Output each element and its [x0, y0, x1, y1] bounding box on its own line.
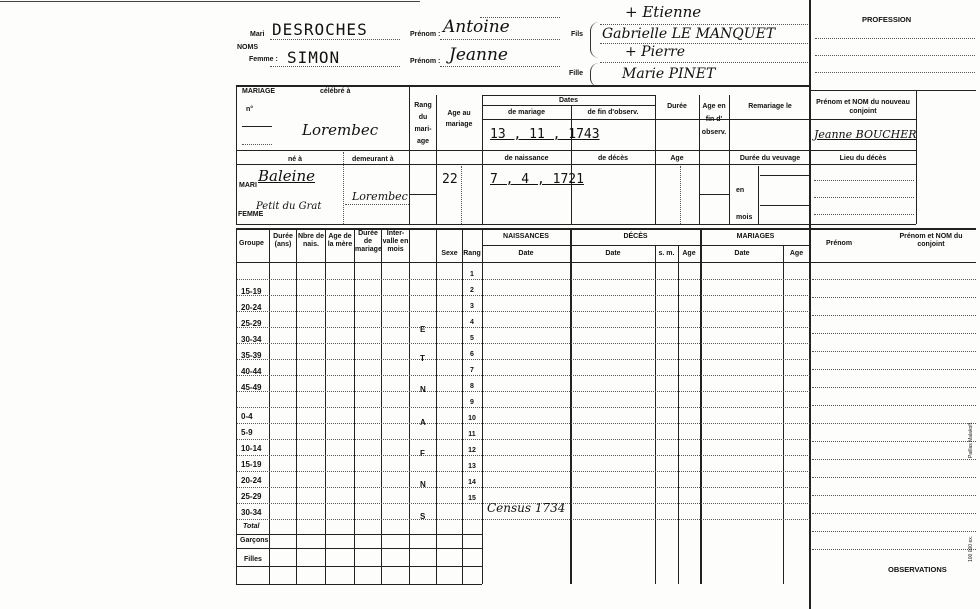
- groupe-b-6: 25-29: [241, 492, 262, 501]
- mariage-age-label: Age: [789, 250, 804, 257]
- rang-5: 5: [470, 335, 474, 342]
- date-mariage-value: 13 , 11 , 1743: [490, 127, 600, 142]
- duree-veuvage-label: Durée du veuvage: [739, 155, 801, 162]
- femme-nom: SIMON: [287, 48, 341, 67]
- vertical-letter-6: N: [420, 480, 426, 489]
- naissances-label: NAISSANCES: [503, 233, 549, 240]
- filles-label: Filles: [244, 556, 262, 563]
- publisher-text: Paillas Malakoff.: [968, 421, 974, 458]
- fils-name-3: + Pierre: [625, 44, 686, 60]
- nouveau-conjoint-value: Jeanne BOUCHER: [814, 128, 917, 141]
- fils-label: Fils: [571, 31, 584, 38]
- demeurant-label: demeurant à: [352, 156, 394, 163]
- nbre-nais-label: Nbre de nais.: [297, 233, 325, 248]
- fille-label: Fille: [569, 70, 584, 77]
- vertical-letter-1: E: [420, 325, 426, 334]
- rang-2: 2: [470, 287, 474, 294]
- vertical-letter-3: N: [420, 385, 426, 394]
- groupe-b-7: 30-34: [241, 508, 262, 517]
- en-label: en: [736, 187, 745, 194]
- sexe-label: Sexe: [441, 250, 458, 257]
- age-fin-observ-label: Age en fin d' observ.: [701, 103, 727, 136]
- no-label: n°: [246, 106, 254, 113]
- dates-label: Dates: [558, 97, 579, 104]
- groupe-label: Groupe: [239, 240, 264, 247]
- deces-date-label: Date: [605, 250, 621, 257]
- vertical-letter-7: S: [420, 512, 426, 521]
- mari-nom: DESROCHES: [272, 20, 368, 39]
- groupe-a-5: 35-39: [241, 351, 262, 360]
- groupe-a-6: 40-44: [241, 367, 262, 376]
- mariages-label: MARIAGES: [736, 233, 775, 240]
- mari-ne-a: Baleine: [258, 167, 315, 185]
- rang-4: 4: [470, 319, 474, 326]
- rang-mariage-label: Rang du mari- age: [414, 102, 432, 145]
- groupe-b-3: 10-14: [241, 444, 262, 453]
- groupe-a-2: 20-24: [241, 303, 262, 312]
- rang-1: 1: [470, 271, 474, 278]
- age-au-mariage-label: Age au mariage: [445, 110, 473, 128]
- fin-observ-label: de fin d'observ.: [587, 109, 639, 116]
- groupe-b-2: 5-9: [241, 428, 253, 437]
- femme-label: Femme :: [249, 56, 278, 63]
- naissance-label: de naissance: [504, 155, 549, 162]
- fils-name-1: + Etienne: [625, 3, 702, 21]
- rang-9: 9: [470, 399, 474, 406]
- deces-label: de décès: [598, 155, 628, 162]
- mari-row-label: MARI: [239, 182, 257, 189]
- age-mere-label: Age de la mère: [327, 233, 353, 248]
- celebre-label: célébré à: [320, 88, 351, 95]
- profession-label: PROFESSION: [862, 15, 912, 24]
- intervalle-label: Inter- valle en mois: [382, 230, 409, 253]
- ne-a-label: né à: [288, 156, 303, 163]
- rang-10: 10: [468, 415, 476, 422]
- rang-13: 13: [468, 463, 476, 470]
- remariage-label: Remariage le: [748, 103, 792, 110]
- mari-label: Mari: [250, 31, 265, 38]
- mari-prenom: Antoine: [443, 17, 510, 37]
- age-label: Age: [670, 155, 684, 162]
- mariage-lieu: Lorembec: [302, 121, 379, 139]
- mari-naissance: 7 , 4 , 1721: [490, 172, 584, 187]
- fils-name-2: Gabrielle LE MANQUET: [602, 26, 776, 42]
- rang-8: 8: [470, 383, 474, 390]
- groupe-a-3: 25-29: [241, 319, 262, 328]
- mari-age: 22: [442, 172, 458, 187]
- femme-prenom: Jeanne: [449, 45, 508, 65]
- groupe-b-4: 15-19: [241, 460, 262, 469]
- prenom-label: Prénom: [826, 240, 853, 247]
- groupe-a-1: 15-19: [241, 287, 262, 296]
- de-mariage-label: de mariage: [508, 109, 545, 116]
- garcons-label: Garçons: [240, 537, 269, 544]
- rang-6: 6: [470, 351, 474, 358]
- mariage-label: MARIAGE: [242, 88, 276, 95]
- vertical-letter-2: T: [420, 354, 425, 363]
- groupe-a-4: 30-34: [241, 335, 262, 344]
- prenom-mari-label: Prénom :: [410, 31, 441, 38]
- rang-11: 11: [468, 431, 476, 438]
- nouveau-conjoint-label: Prénom et NOM du nouveau conjoint: [816, 99, 910, 115]
- mariage-date-label: Date: [734, 250, 750, 257]
- mari-demeurant: Lorembec: [352, 190, 408, 203]
- groupe-a-7: 45-49: [241, 383, 262, 392]
- mois-label: mois: [736, 214, 753, 221]
- fille-name-1: Marie PINET: [622, 66, 716, 82]
- duree-mariage-label: Durée de mariage: [355, 230, 382, 253]
- femme-row-label: FEMME: [238, 211, 264, 218]
- observations-label: OBSERVATIONS: [888, 565, 947, 574]
- rang-3: 3: [470, 303, 474, 310]
- total-label: Total: [243, 523, 260, 530]
- duree-label: Durée: [667, 103, 687, 110]
- prenom-nom-conjoint-label: Prénom et NOM du conjoint: [899, 233, 963, 248]
- print-run-text: 100 000 ex.: [968, 535, 974, 562]
- rang-label: Rang: [463, 250, 481, 257]
- duree-ans-label: Durée (ans): [273, 233, 293, 248]
- groupe-b-1: 0-4: [241, 412, 253, 421]
- vertical-letter-4: A: [420, 418, 426, 427]
- rang-12: 12: [468, 447, 476, 454]
- naissance-date-label: Date: [518, 250, 534, 257]
- lieu-deces-label: Lieu du décès: [839, 155, 887, 162]
- rang-15: 15: [468, 495, 476, 502]
- deces-age-label: Age: [682, 250, 696, 257]
- rang-14: 14: [468, 479, 476, 486]
- prenom-femme-label: Prénom :: [410, 58, 441, 65]
- sm-label: s. m.: [658, 250, 675, 257]
- census-note: Census 1734: [487, 501, 566, 515]
- groupe-b-5: 20-24: [241, 476, 262, 485]
- femme-ne-a: Petit du Grat: [256, 201, 322, 212]
- deces-header-label: DÉCÈS: [623, 233, 648, 240]
- rang-7: 7: [470, 367, 474, 374]
- noms-label: NOMS: [237, 44, 258, 51]
- vertical-letter-5: F: [420, 449, 425, 458]
